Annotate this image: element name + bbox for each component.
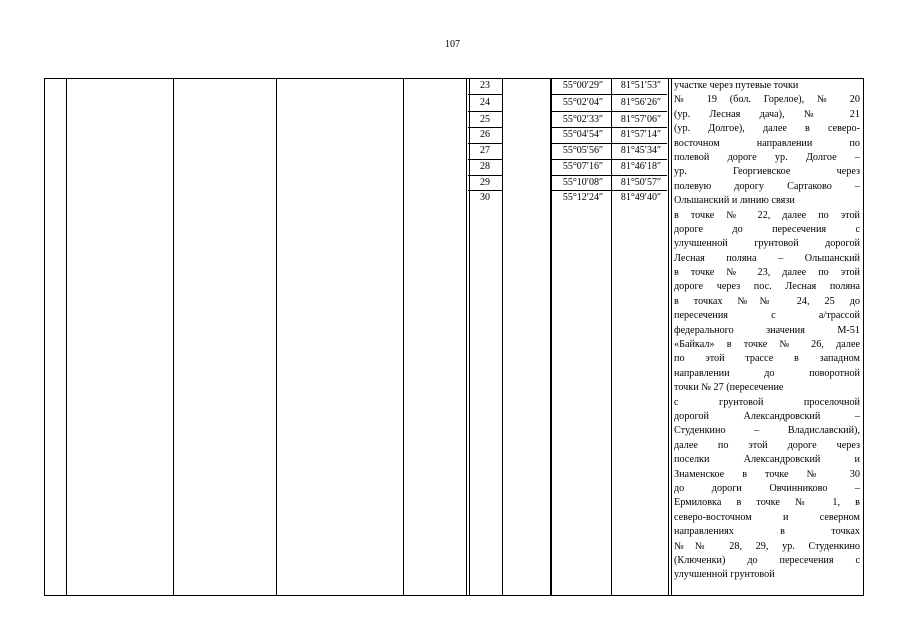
description-line: в точке № 22, далее по этой [674, 209, 860, 221]
column-divider [466, 78, 467, 596]
latitude: 55°05′56″ [562, 145, 604, 156]
description-line: точки № 27 (пересечение [674, 382, 784, 394]
description-line: Знаменское в точке № 30 [674, 468, 860, 480]
table-row [468, 176, 667, 190]
longitude: 81°57′14″ [620, 129, 662, 140]
description-line: пересечения с а/трассой [674, 310, 860, 322]
row-divider [550, 94, 667, 95]
point-number: 27 [480, 145, 490, 156]
description-line: Лесная поляна – Ольшанский [674, 252, 860, 264]
page-number: 107 [445, 39, 460, 50]
description-line: №№ 28, 29, ур. Студенкино [674, 540, 860, 552]
description-line: № 19 (бол. Горелое), № 20 [674, 94, 860, 106]
description-line: улучшенной грунтовой дорогой [674, 238, 860, 250]
description-line: в точках №№ 24, 25 до [674, 295, 860, 307]
table-row [468, 96, 667, 110]
point-number: 23 [480, 80, 490, 91]
description-line: дороге через пос. Лесная поляна [674, 281, 860, 293]
longitude: 81°50′57″ [620, 177, 662, 188]
table-row [468, 160, 667, 174]
column-divider [403, 78, 404, 596]
longitude: 81°45′34″ [620, 145, 662, 156]
description-line: улучшенной грунтовой [674, 569, 775, 581]
latitude: 55°02′33″ [562, 114, 604, 125]
description-line: федерального значения М-51 [674, 324, 860, 336]
description-line: «Байкал» в точке № 26, далее [674, 339, 860, 351]
point-number: 24 [480, 97, 490, 108]
point-number: 26 [480, 129, 490, 140]
table-row [468, 113, 667, 127]
point-number: 30 [480, 192, 490, 203]
point-number: 29 [480, 177, 490, 188]
table-row [468, 79, 667, 93]
description-line: полевой дороге ур. Долгое – [674, 151, 860, 163]
row-divider [468, 94, 502, 95]
description-line: северо-восточном и северном [674, 511, 860, 523]
row-divider [468, 111, 502, 112]
latitude: 55°07′16″ [562, 161, 604, 172]
description-line: Студенкино – Владиславский), [674, 425, 860, 437]
description-line: участке через путевые точки [674, 80, 799, 91]
description-line: с грунтовой проселочной [674, 396, 860, 408]
latitude: 55°00′29″ [562, 80, 604, 91]
latitude: 55°10′08″ [562, 177, 604, 188]
description-line: (Ключенки) до пересечения с [674, 554, 860, 566]
table-row [468, 128, 667, 142]
description-line: дорогой Александровский – [674, 410, 860, 422]
column-divider [66, 78, 67, 596]
column-divider [671, 78, 672, 596]
description-line: направлении до поворотной [674, 367, 860, 379]
description-line: (ур. Долгое), далее в северо- [674, 123, 860, 135]
table-row [468, 144, 667, 158]
description-line: восточном направлении по [674, 137, 860, 149]
longitude: 81°57′06″ [620, 114, 662, 125]
description-line: полевую дорогу Сартаково – [674, 180, 860, 192]
point-number: 28 [480, 161, 490, 172]
boundary-description [674, 79, 860, 583]
latitude: 55°02′04″ [562, 97, 604, 108]
column-divider [276, 78, 277, 596]
description-line: до дороги Овчинниково – [674, 482, 860, 494]
description-line: дороге до пересечения с [674, 223, 860, 235]
description-line: Ольшанский и линию связи [674, 195, 795, 207]
description-line: по этой трассе в западном [674, 353, 860, 365]
table-row [468, 191, 667, 205]
description-line: Ермиловка в точке № 1, в [674, 497, 860, 509]
longitude: 81°51′53″ [620, 80, 662, 91]
description-line: (ур. Лесная дача), № 21 [674, 108, 860, 120]
description-line: ур. Георгиевское через [674, 166, 860, 178]
row-divider [550, 111, 667, 112]
latitude: 55°04′54″ [562, 129, 604, 140]
latitude: 55°12′24″ [562, 192, 604, 203]
description-line: направлениях в точках [674, 526, 860, 538]
longitude: 81°49′40″ [620, 192, 662, 203]
description-line: далее по этой дороге через [674, 439, 860, 451]
longitude: 81°56′26″ [620, 97, 662, 108]
longitude: 81°46′18″ [620, 161, 662, 172]
description-line: в точке № 23, далее по этой [674, 267, 860, 279]
point-number: 25 [480, 114, 490, 125]
column-divider [668, 78, 669, 596]
column-divider [173, 78, 174, 596]
description-line: поселки Александровский и [674, 454, 860, 466]
